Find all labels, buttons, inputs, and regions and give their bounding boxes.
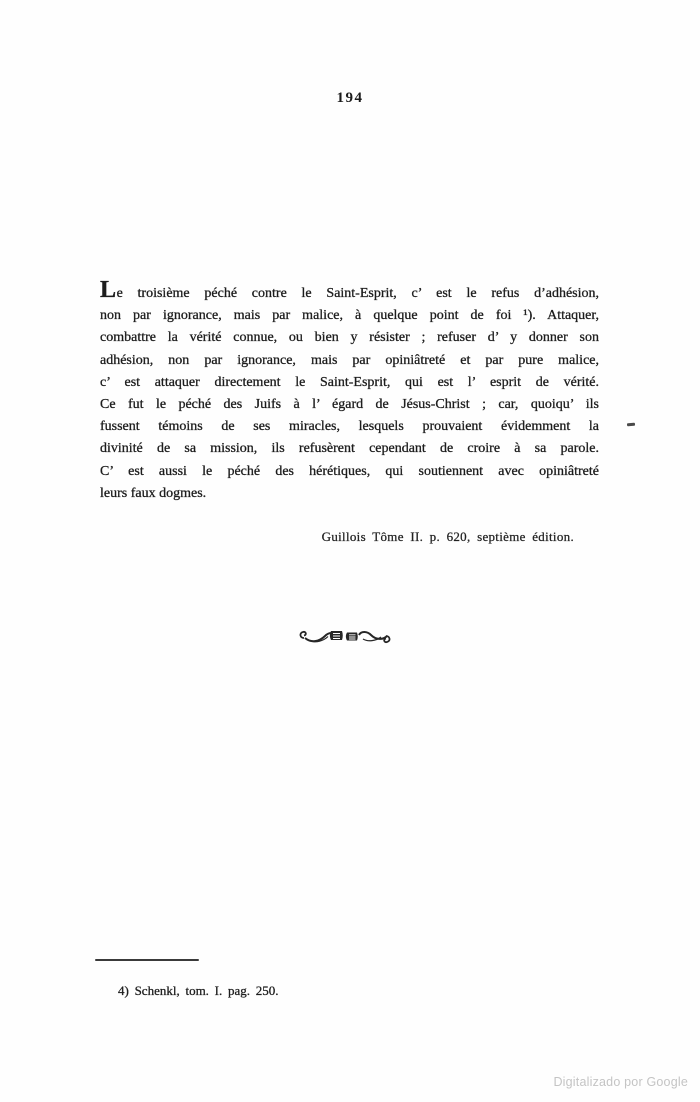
page-number: 194 — [336, 90, 364, 106]
paragraph-line: divinité de sa mission, ils refusèrent cependant de croire à sa parole. — [100, 441, 599, 457]
paragraph-line: c’ est attaquer directement le Saint-Esprit, qui est l’ esprit de vérité. — [100, 374, 599, 390]
paragraph-line: Ce fut le péché des Juifs à l’ égard de Jésus-Christ ; car, quoiqu’ ils — [100, 397, 599, 413]
source-attribution: Guillois Tôme II. p. 620, septième édition. — [321, 529, 574, 544]
paragraph-line: non par ignorance, mais par malice, à quelque point de foi ¹). Attaquer, — [100, 308, 599, 324]
scan-artifact-dash — [627, 423, 635, 426]
footnote-rule — [95, 959, 199, 961]
paragraph-line: fussent témoins de ses miracles, lesquels prouvaient évidemment la — [100, 419, 599, 435]
paragraph-line: adhésion, non par ignorance, mais par opiniâtreté et par pure malice, — [100, 352, 599, 368]
paragraph-line: combattre la vérité connue, ou bien y résister ; refuser d’ y donner son — [100, 330, 599, 346]
paragraph-line: leurs faux dogmes. — [100, 485, 207, 501]
footnote-text: 4) Schenkl, tom. I. pag. 250. — [118, 983, 279, 998]
google-digitization-watermark: Digitalizado por Google — [553, 1075, 688, 1089]
paragraph-line: Le troisième péché contre le Saint-Esprit, c’ est le refus d’adhésion, — [100, 277, 599, 303]
fleuron-scroll-icon — [0, 623, 690, 654]
paragraph-line: C’ est aussi le péché des hérétiques, qui soutiennent avec opiniâtreté — [100, 463, 599, 479]
main-paragraph — [100, 277, 599, 505]
